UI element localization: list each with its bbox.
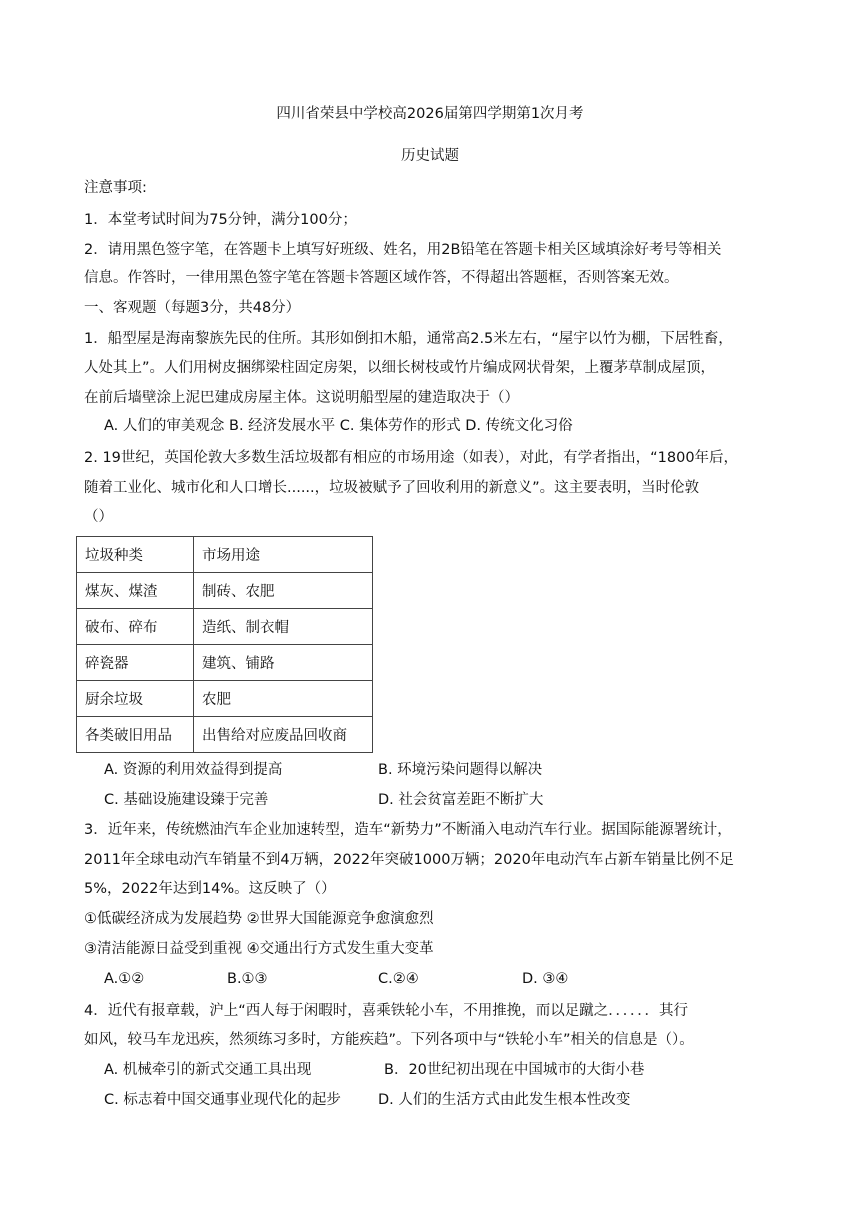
question-4-option-b: B．20世纪初出现在中国城市的大街小巷 [384, 1062, 645, 1078]
question-3-text: 3．近年来，传统燃油汽车企业加速转型，造车“新势力”不断涌入电动汽车行业。据国际能源署统计， [84, 822, 732, 838]
table-cell: 碎瓷器 [77, 645, 194, 681]
table-row [77, 573, 373, 609]
table-cell: 造纸、制衣帽 [194, 609, 373, 645]
question-2-option-d: D. 社会贫富差距不断扩大 [378, 792, 544, 808]
question-4-text: 4．近代有报章载，沪上“西人每于闲暇时，喜乘铁轮小车，不用推挽，而以足蹴之．．．．．．其行 [84, 1003, 688, 1019]
garbage-use-table [76, 536, 373, 753]
table-row [77, 609, 373, 645]
table-header-cell: 市场用途 [194, 537, 373, 573]
table-cell: 建筑、铺路 [194, 645, 373, 681]
question-1-text: 1．船型屋是海南黎族先民的住所。其形如倒扣木船，通常高2.5米左右，“屋宇以竹为棚，下居牲畜， [84, 331, 733, 347]
question-3-text: 5%，2022年达到14%。这反映了（） [84, 881, 336, 897]
notice-item: 信息。作答时，一律用黑色签字笔在答题卡答题区域作答，不得超出答题框，否则答案无效。 [84, 270, 679, 286]
question-3-statement: ①低碳经济成为发展趋势 ②世界大国能源竞争愈演愈烈 [84, 911, 434, 927]
table-cell: 农肥 [194, 681, 373, 717]
question-3-option-a: A.①② [104, 971, 145, 987]
question-2-option-c: C. 基础设施建设臻于完善 [104, 792, 269, 808]
question-3-statement: ③清洁能源日益受到重视 ④交通出行方式发生重大变革 [84, 941, 434, 957]
table-row [77, 717, 373, 753]
table-cell: 煤灰、煤渣 [77, 573, 194, 609]
exam-subject: 历史试题 [401, 148, 459, 164]
question-3-option-c: C.②④ [378, 971, 419, 987]
table-row [77, 681, 373, 717]
table-header-cell: 垃圾种类 [77, 537, 194, 573]
question-1-text: 人处其上”。人们用树皮捆绑梁柱固定房架，以细长树枝或竹片编成网状骨架，上覆茅草制成屋顶， [84, 360, 716, 376]
table-cell: 出售给对应废品回收商 [194, 717, 373, 753]
question-3-text: 2011年全球电动汽车销量不到4万辆，2022年突破1000万辆；2020年电动汽车占新车销量比例不足 [84, 852, 734, 868]
question-2-option-b: B. 环境污染问题得以解决 [378, 762, 543, 778]
table-row [77, 645, 373, 681]
table-cell: 破布、碎布 [77, 609, 194, 645]
table-header-row [77, 537, 373, 573]
exam-title: 四川省荣县中学校高2026届第四学期第1次月考 [276, 106, 584, 122]
table-cell: 制砖、农肥 [194, 573, 373, 609]
question-4-option-a: A. 机械牵引的新式交通工具出现 [104, 1062, 312, 1078]
question-2-text: 随着工业化、城市化和人口增长......，垃圾被赋予了回收利用的新意义”。这主要表明，当时伦敦 [84, 480, 700, 496]
question-1-options: A. 人们的审美观念 B. 经济发展水平 C. 集体劳作的形式 D. 传统文化习俗 [104, 418, 573, 434]
question-2-option-a: A. 资源的利用效益得到提高 [104, 762, 283, 778]
notice-heading: 注意事项: [84, 180, 147, 196]
question-4-option-d: D. 人们的生活方式由此发生根本性改变 [378, 1092, 631, 1108]
table-cell: 各类破旧用品 [77, 717, 194, 753]
notice-item: 2．请用黑色签字笔，在答题卡上填写好班级、姓名，用2B铅笔在答题卡相关区域填涂好考号等相关 [84, 242, 722, 258]
section-heading: 一、客观题（每题3分，共48分） [84, 300, 301, 316]
question-3-option-d: D. ③④ [522, 971, 569, 987]
notice-item: 1．本堂考试时间为75分钟，满分100分； [84, 212, 357, 228]
question-4-text: 如风，较马车龙迅疾，然须练习多时，方能疾趋”。下列各项中与“铁轮小车”相关的信息是（）。 [84, 1032, 694, 1048]
question-1-text: 在前后墙壁涂上泥巴建成房屋主体。这说明船型屋的建造取决于（） [84, 390, 519, 406]
question-2-text: （） [84, 509, 113, 525]
question-2-text: 2. 19世纪，英国伦敦大多数生活垃圾都有相应的市场用途（如表），对此，有学者指出，“1800年后， [84, 450, 739, 466]
question-4-option-c: C. 标志着中国交通事业现代化的起步 [104, 1092, 341, 1108]
table-cell: 厨余垃圾 [77, 681, 194, 717]
question-3-option-b: B.①③ [227, 971, 268, 987]
